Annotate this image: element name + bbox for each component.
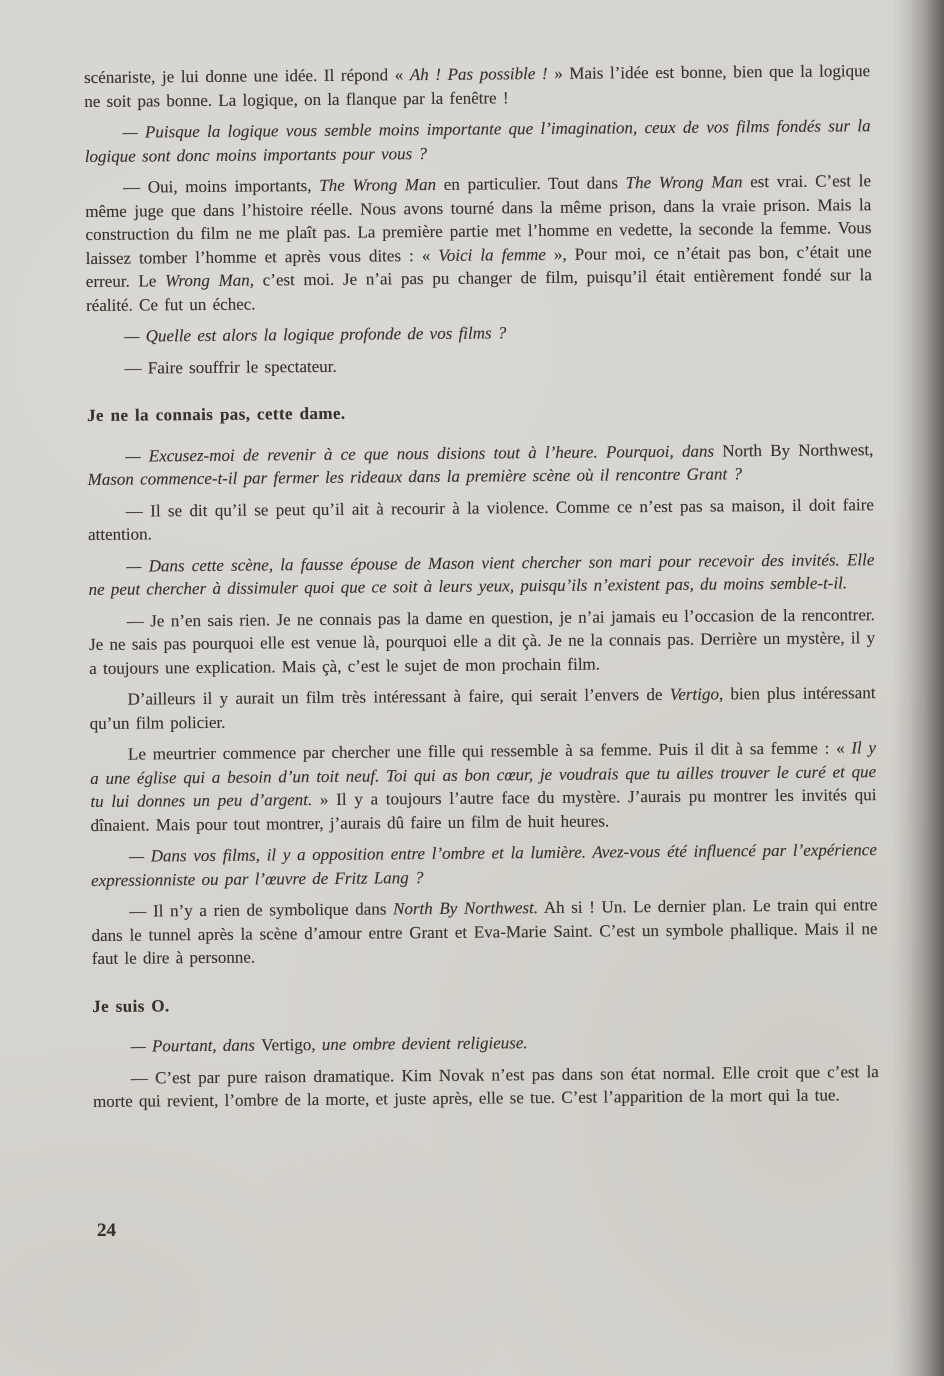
text-segment: North By Northwest, bbox=[722, 439, 874, 460]
text-segment: est vrai. C’est le même juge que dans l’histoire réelle. Nous avons tourné dans la même prison, dans la vraie prison. Mais la construction du film ne me plaît pas. La première partie met l’homme en vedette, la seconde la femme. Vous laissez tomber l’homme et après vous dites : « bbox=[85, 171, 872, 268]
text-segment: bien plus intéressant qu’un film policier. bbox=[89, 683, 876, 733]
text-segment: The Wrong Man bbox=[625, 172, 743, 193]
text-segment: — Excusez-moi de revenir à ce que nous disions tout à l’heure. Pourquoi, dans bbox=[125, 440, 723, 466]
paragraph bbox=[87, 438, 873, 492]
text-segment: » Mais l’idée est bonne, bien que la logique ne soit pas bonne. La logique, on la flanque par la fenêtre ! bbox=[84, 61, 871, 111]
paragraph bbox=[88, 548, 874, 602]
text-segment: une ombre devient religieuse. bbox=[315, 1033, 528, 1055]
text-segment: D’ailleurs il y aurait un film très intéressant à faire, qui serait l’envers de bbox=[127, 684, 670, 709]
text-segment: — Puisque la logique vous semble moins importante que l’imagination, ceux de vos films fondés sur la logique sont donc moins importants pour vous ? bbox=[84, 116, 871, 166]
text-segment: », Pour moi, ce n’était pas bon, c’était une erreur. Le bbox=[85, 241, 872, 291]
text-segment: — Je n’en sais rien. Je ne connais pas la dame en question, je n’ai jamais eu l’occasion de la rencontrer. Je ne sais pas pourquoi elle est venue là, pourquoi elle a dit çà. Je ne la connais pas. Derrière un mystère, il y a toujours une explication. Mais çà, c’est le sujet de mon prochain film. bbox=[88, 604, 876, 678]
text-segment: Le meurtrier commence par chercher une fille qui ressemble à sa femme. Puis il dit à sa femme : « bbox=[127, 738, 852, 764]
paragraph bbox=[89, 603, 876, 680]
text-segment: scénariste, je lui donne une idée. Il répond « bbox=[84, 65, 410, 87]
paragraph bbox=[91, 838, 877, 892]
text-segment: — Dans vos films, il y a opposition entre l’ombre et la lumière. Avez-vous été influencé par l’expérience expressionniste ou par l’œuvre de Fritz Lang ? bbox=[91, 840, 877, 890]
text-block bbox=[84, 59, 879, 1121]
text-segment: Vertigo, bbox=[669, 684, 724, 704]
text-segment: Mason commence-t-il par fermer les rideaux dans la première scène où il rencontre Grant ? bbox=[87, 464, 743, 489]
paragraph bbox=[84, 114, 870, 168]
text-segment: c’est moi. Je n’ai pas pu changer de film, puisqu’il était entièrement fondé sur la réalité. Ce fut un échec. bbox=[86, 265, 872, 315]
page-gutter-shadow bbox=[892, 0, 944, 1376]
paragraph bbox=[89, 681, 875, 735]
text-segment: Il y a une église qui a besoin d’un toit neuf. Toi qui as bon cœur, je voudrais que tu ailles trouver le curé et que tu lui donnes un peu d’argent. bbox=[90, 738, 877, 811]
paragraph bbox=[90, 736, 877, 837]
paragraph bbox=[87, 350, 873, 380]
text-segment: » Il y a toujours l’autre face du mystère. J’aurais pu montrer les invités qui dînaient. Mais pour tout montrer, j’aurais dû faire un film de huit heures. bbox=[90, 785, 877, 835]
text-segment: — Oui, moins importants, bbox=[122, 175, 320, 197]
text-segment: Wrong Man, bbox=[165, 270, 255, 291]
text-segment: The Wrong Man bbox=[319, 174, 437, 195]
section-heading bbox=[87, 397, 873, 427]
text-segment: Voici la femme bbox=[438, 244, 547, 265]
text-segment: en particulier. Tout dans bbox=[435, 173, 626, 194]
text-segment: Ah ! Pas possible ! bbox=[409, 63, 548, 85]
text-segment: — Faire souffrir le spectateur. bbox=[124, 356, 337, 378]
paragraph bbox=[92, 1028, 878, 1058]
paragraph bbox=[93, 1060, 879, 1114]
text-segment: — Il se dit qu’il se peut qu’il ait à recourir à la violence. Comme ce n’est pas sa maison, il doit faire attention. bbox=[88, 494, 874, 544]
text-segment: Ah si ! Un. Le dernier plan. Le train qui entre dans le tunnel après la scène d’amour entre Grant et Eva-Marie Saint. C’est un symbole phallique. Mais il ne faut le dire à personne. bbox=[91, 895, 878, 968]
text-segment: — Pourtant, dans bbox=[130, 1035, 262, 1056]
text-segment: Je ne la connais pas, cette dame. bbox=[86, 403, 346, 425]
page-number: 24 bbox=[97, 1220, 116, 1241]
paragraph bbox=[86, 318, 872, 348]
text-segment: North By Northwest. bbox=[392, 898, 539, 919]
text-segment: Vertigo, bbox=[261, 1035, 316, 1055]
paragraph bbox=[84, 59, 870, 113]
section-heading bbox=[92, 988, 878, 1018]
text-segment: Je suis O. bbox=[92, 995, 170, 1016]
paragraph bbox=[88, 493, 874, 547]
text-segment: — C’est par pure raison dramatique. Kim Novak n’est pas dans son état normal. Elle croit que c’est la morte qui revient, l’ombre de la morte, et juste après, elle se tue. C’est l’apparition de la mort qui la tue. bbox=[92, 1061, 879, 1111]
text-segment: — Quelle est alors la logique profonde de vos films ? bbox=[124, 323, 507, 346]
text-segment: — Il n’y a rien de symbolique dans bbox=[129, 899, 394, 921]
paragraph bbox=[91, 893, 878, 970]
text-segment: — Dans cette scène, la fausse épouse de Mason vient chercher son mari pour recevoir des invités. Elle ne peut chercher à dissimuler quoi que ce soit à leurs yeux, puisqu’ils n’existent pas, du moins semble-t-il. bbox=[88, 549, 875, 599]
paragraph bbox=[85, 169, 872, 317]
